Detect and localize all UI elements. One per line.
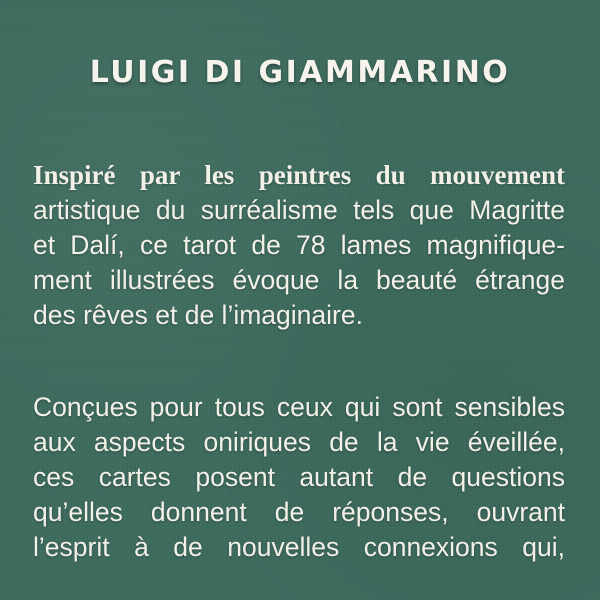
paragraph-2-line-5: l’esprit à de nouvelles connexions qui, [33, 532, 565, 562]
paragraph-1-line-1: artistique du surréalisme tels que Magritte [33, 195, 565, 225]
paragraph-2-line-3: ces cartes posent autant de questions [33, 462, 565, 492]
paragraph-2-line-4: qu’elles donnent de réponses, ouvrant [33, 497, 565, 527]
paragraph-2-line-1: Conçues pour tous ceux qui sont sensibles [33, 392, 565, 422]
description-paragraph-1 [33, 158, 565, 333]
paragraph-2-line-2: aux aspects oniriques de la vie éveillée, [33, 427, 565, 457]
lead-sentence: Inspiré par les peintres du mouvement [33, 160, 565, 190]
author-name: LUIGI DI GIAMMARINO [89, 55, 511, 90]
paragraph-1-line-4: des rêves et de l’imaginaire. [33, 300, 363, 330]
description-paragraph-2 [33, 390, 565, 565]
paragraph-1-line-3: ment illustrées évoque la beauté étrange [33, 265, 565, 295]
paragraph-1-line-2: et Dalí, ce tarot de 78 lames magnifique- [33, 230, 565, 260]
